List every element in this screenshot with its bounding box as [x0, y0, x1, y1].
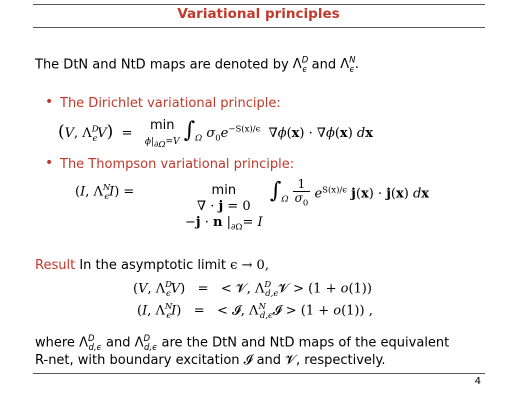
bullet-1-label: The Dirichlet variational principle: — [60, 96, 281, 111]
result-line — [35, 258, 269, 273]
intro-line — [35, 56, 359, 75]
page-number: 4 — [474, 376, 481, 387]
asymptotic-eq-1: (V, $\Lambda^D_\epsilon V$) = < 𝓥, $\Lambda^D_{d,\epsilon}𝓥 > (1 + o(1))$ — [133, 280, 372, 299]
result-label: Result — [35, 258, 76, 273]
footer-rule — [33, 373, 485, 374]
bullet-2-marker: • — [45, 155, 54, 171]
closing-where: where — [35, 335, 75, 351]
intro-text: The DtN and NtD maps are denoted by — [35, 57, 289, 73]
thompson-integrand: $\int_\Omega$ $\frac{1}{\sigma_0}$ $e^{S(x)/\epsilon}$ j(x) · j(x) dx — [270, 177, 430, 209]
asymptotic-eq-2: (I, $\Lambda^N_\epsilon I$) = < 𝓘, $\Lambda^N_{d,\epsilon}𝓘 > (1 + o(1))$ , — [137, 302, 373, 321]
bullet-2-label: The Thompson variational principle: — [60, 157, 295, 172]
closing-line-2: R-net, with boundary excitation 𝓘 and 𝓥, respectively. — [35, 353, 386, 368]
result-limit: ϵ → 0, — [230, 258, 269, 273]
thompson-lhs: (I, $\Lambda^N_\epsilon I$) = — [75, 183, 135, 202]
thompson-min: min ∇ · j = 0 −j · n $|_{\partial\Omega}= I$ — [185, 183, 263, 233]
ntd-symbol: $\Lambda^N_\epsilon$. — [340, 56, 359, 75]
bullet-1-marker: • — [45, 94, 54, 110]
slide-title: Variational principles — [177, 6, 340, 22]
title-rule-top — [33, 4, 485, 5]
closing-desc: are the DtN and NtD maps of the equivalent — [161, 335, 450, 351]
intro-and: and — [311, 57, 337, 73]
dtn-symbol: $\Lambda^D_\epsilon$ — [292, 56, 309, 75]
title-rule-bottom — [33, 27, 485, 28]
result-text: In the asymptotic limit — [79, 258, 226, 273]
dirichlet-formula: (V, $\Lambda^D_\epsilon V) = \min$ $\phi|_{\partial\Omega}=V$ $\int_\Omega$ $\sigma_0e^{-S(x)/\epsilon}$ ∇ϕ(x) · ∇ϕ(x) dx — [58, 118, 373, 150]
closing-and: and — [105, 335, 131, 351]
closing-line-1: where $\Lambda^D_{d,\epsilon}$ and $\Lambda^D_{d,\epsilon}$ are the DtN and NtD maps of the equivalent — [35, 334, 450, 353]
